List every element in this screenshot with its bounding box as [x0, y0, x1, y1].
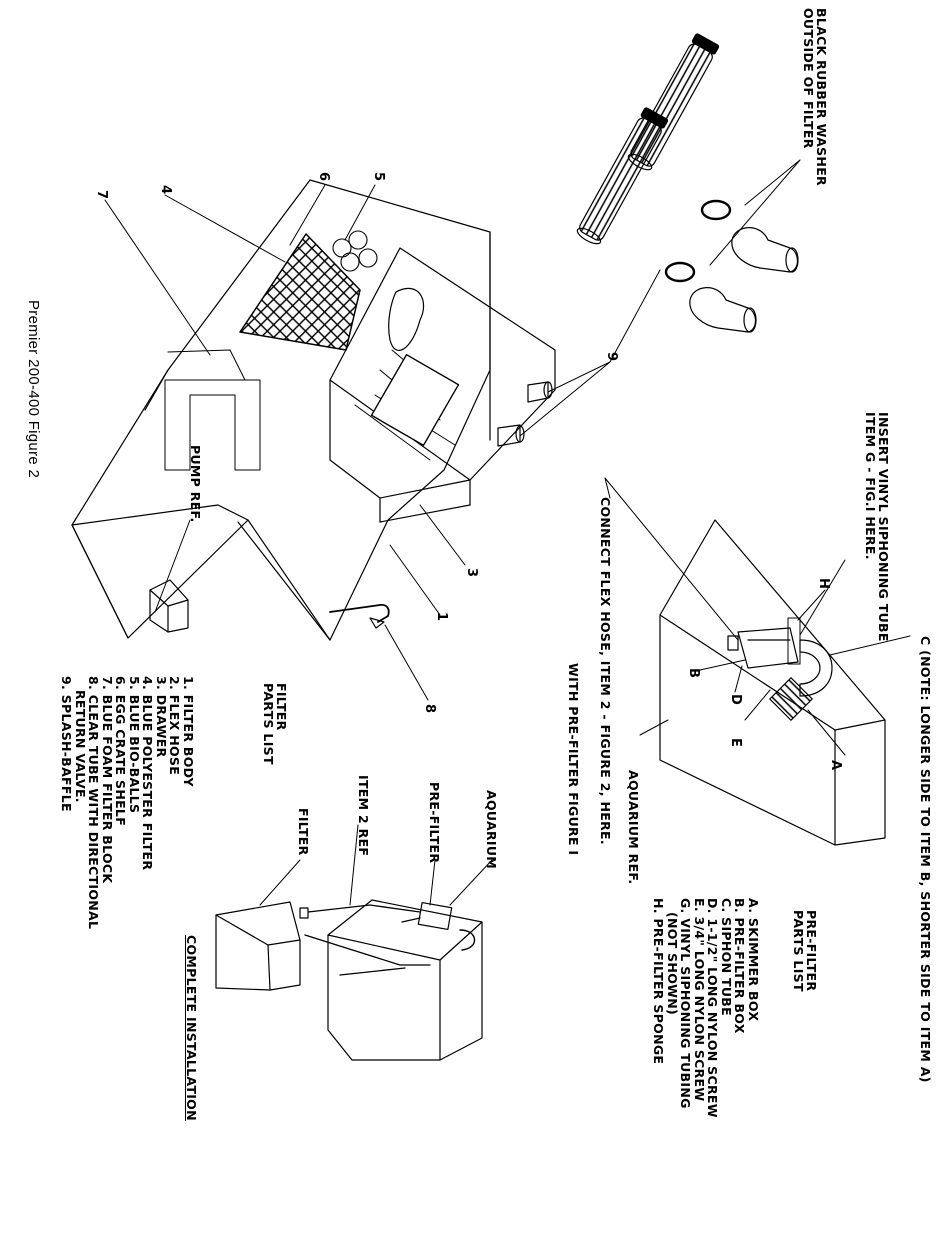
callout-A: A [828, 760, 843, 771]
callout-E: E [728, 738, 743, 748]
siphon-tube [800, 640, 832, 696]
washer-note [802, 8, 828, 186]
prefilter-part-E: E. 3/4" LONG NYLON SCREW [692, 898, 707, 1102]
complete-installation-drawing [216, 825, 492, 1060]
callout-9: 9 [604, 352, 619, 362]
prefilter-sponge [788, 618, 800, 664]
prefilter-parts-title [792, 910, 818, 992]
callout-H: H [816, 578, 831, 590]
aquarium-ref-outline [660, 520, 885, 845]
elbow-fitting-lower [690, 288, 756, 332]
filter-parts-list [60, 676, 195, 929]
filter-part-5: 5. BLUE BIO-BALLS [127, 676, 142, 814]
filter-parts-title-line-2: PARTS LIST [261, 683, 276, 765]
callout-1: 1 [434, 612, 449, 622]
figure-caption: Premier 200-400 Figure 2 [25, 300, 42, 479]
filter-parts-title [262, 683, 288, 765]
install-aquarium-outline [328, 900, 482, 1060]
rubber-washer-upper [702, 201, 730, 219]
callout-4: 4 [158, 185, 173, 195]
washer-note-line-1: BLACK RUBBER WASHER [814, 8, 829, 186]
c-note: C (NOTE: LONGER SIDE TO ITEM B, SHORTER SIDE TO ITEM A) [918, 636, 933, 1083]
prefilter-part-H: H. PRE-FILTER SPONGE [651, 898, 667, 1065]
prefilter-parts-list [652, 898, 760, 1118]
complete-installation-title: COMPLETE INSTALLATION [184, 935, 199, 1121]
prefilter-part-G-cont: (NOT SHOWN) [665, 898, 680, 1015]
prefilter-part-D: D. 1-1/2" LONG NYLON SCREW [705, 898, 721, 1118]
install-prefilter-label: PRE-FILTER [427, 782, 442, 864]
filter-parts-title-line-1: FILTER [274, 683, 289, 731]
elbow-fitting-upper [732, 228, 798, 272]
washer-note-line-2: OUTSIDE OF FILTER [801, 8, 816, 149]
install-filter-box [216, 902, 300, 990]
install-filter-label: FILTER [296, 808, 311, 856]
prefilter-part-A: A. SKIMMER BOX [746, 898, 761, 1022]
filter-part-8-cont: RETURN VALVE. [73, 676, 88, 803]
rubber-washer-lower [666, 263, 694, 281]
callout-8: 8 [422, 704, 437, 714]
filter-part-2: 2. FLEX HOSE [167, 676, 183, 776]
insert-tube-line-2: ITEM G - FIG.I HERE. [863, 412, 878, 560]
callout-6: 6 [316, 172, 331, 182]
filter-part-4: 4. BLUE POLYESTER FILTER [140, 676, 156, 871]
prefilter-part-G: G. VINYL SIPHONING TUBING [678, 898, 694, 1109]
prefilter-box [738, 628, 798, 668]
filter-body-drawing [72, 180, 555, 700]
callout-3: 3 [464, 568, 479, 578]
prefilter-parts-title-line-1: PRE-FILTER [804, 910, 819, 992]
filter-part-7: 7. BLUE FOAM FILTER BLOCK [100, 676, 115, 884]
callout-D: D [728, 694, 743, 706]
prefilter-figure-caption: WITH PRE-FILTER FIGURE I [566, 663, 581, 856]
bio-balls-drawing [333, 231, 377, 271]
callout-7: 7 [94, 190, 109, 200]
insert-tube-line-1: INSERT VINYL SIPHONING TUBE [876, 412, 891, 642]
splash-baffle-drawing [498, 382, 552, 446]
install-aquarium-label: AQUARIUM [484, 790, 499, 870]
callout-B: B [686, 668, 701, 679]
callout-5: 5 [371, 172, 386, 182]
insert-tube-note [864, 412, 890, 642]
filter-part-6: 6. EGG CRATE SHELF [113, 676, 129, 827]
prefilter-parts-title-line-2: PARTS LIST [791, 910, 806, 992]
install-prefilter-box [418, 903, 451, 930]
aquarium-ref-label: AQUARIUM REF. [626, 770, 641, 885]
prefilter-part-C: C. SIPHON TUBE [719, 898, 734, 1016]
hoses-and-fittings [498, 33, 800, 446]
prefilter-part-B: B. PRE-FILTER BOX [732, 898, 748, 1034]
skimmer-box [770, 678, 812, 720]
connect-flex-note: CONNECT FLEX HOSE, ITEM 2 - FIGURE 2, HERE. [598, 497, 613, 845]
clear-tube-drawing [330, 605, 389, 622]
filter-part-9: 9. SPLASH-BAFFLE [59, 676, 75, 812]
install-item2-label: ITEM 2 REF [356, 775, 371, 857]
pump-ref-label: PUMP REF. [188, 445, 203, 523]
filter-part-3: 3. DRAWER [154, 676, 169, 758]
egg-crate-shelf [240, 234, 360, 350]
flex-hose-lower [578, 116, 664, 242]
filter-part-8: 8. CLEAR TUBE WITH DIRECTIONAL [86, 676, 102, 930]
filter-part-1: 1. FILTER BODY [181, 676, 196, 787]
